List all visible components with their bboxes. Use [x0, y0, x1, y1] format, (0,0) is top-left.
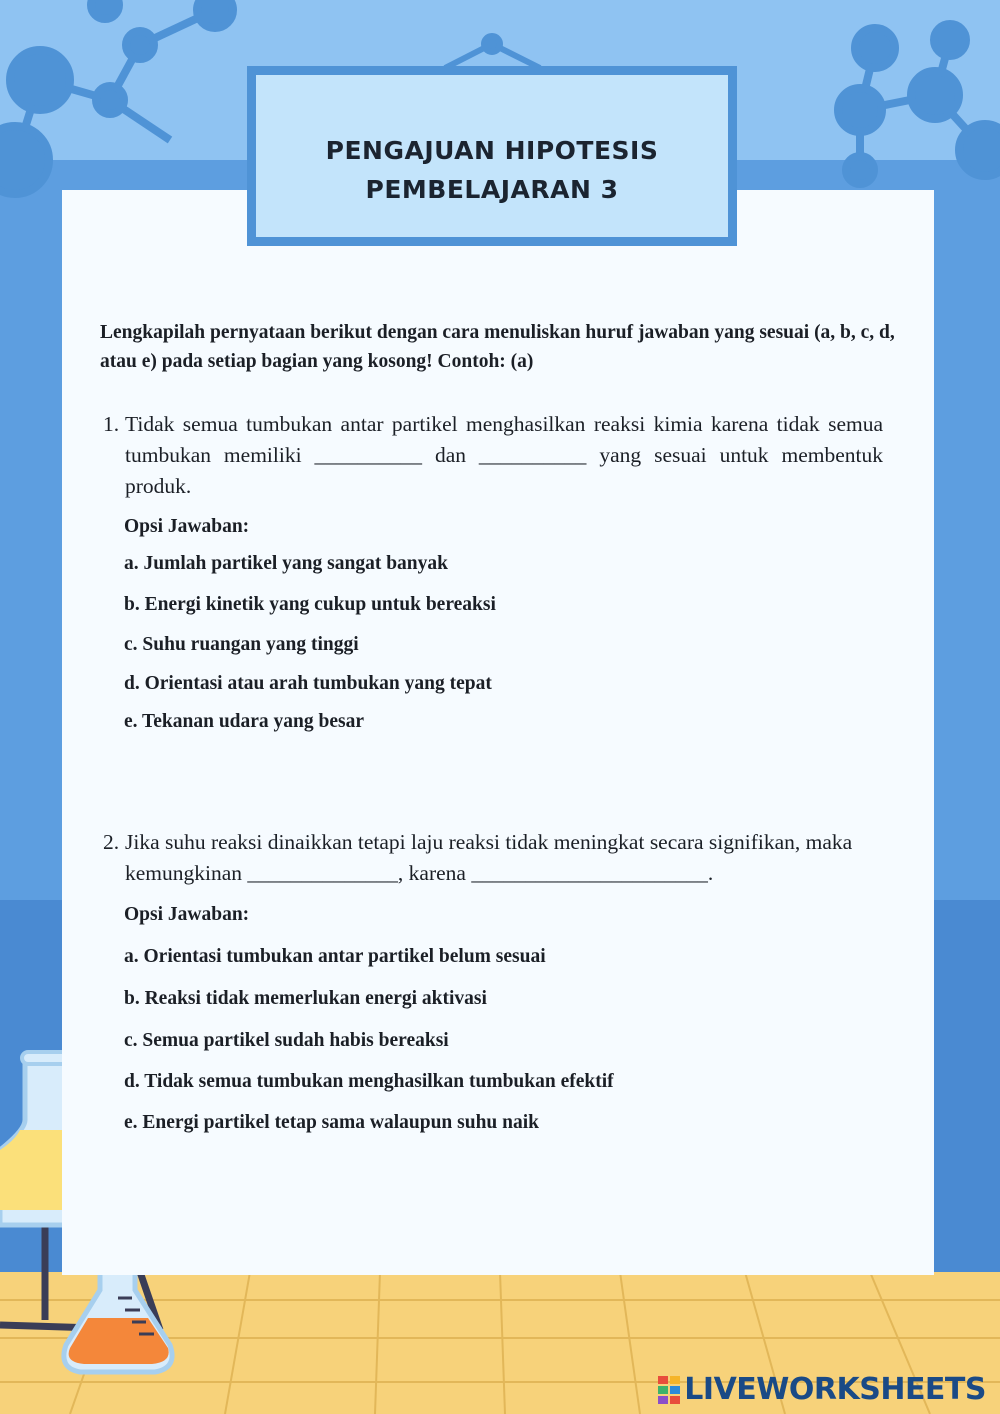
blank-field-2[interactable]: __________	[478, 443, 587, 467]
options-label: Opsi Jawaban:	[124, 904, 250, 925]
option-item: c. Semua partikel sudah habis bereaksi	[124, 1030, 449, 1051]
instruction-text: Lengkapilah pernyataan berikut dengan cara menuliskan huruf jawaban yang sesuai (a, b, c, d, atau e) pada setiap bagian yang kosong! Contoh: (a)	[100, 322, 895, 372]
liveworksheets-logo[interactable]	[658, 1372, 986, 1407]
question-text: , karena	[397, 861, 472, 885]
brand-text: LIVEWORKSHEETS	[684, 1372, 986, 1407]
question-number: 2.	[103, 830, 120, 854]
question-1	[103, 409, 883, 502]
option-item: b. Energi kinetik yang cukup untuk bereaksi	[124, 594, 496, 615]
blank-field-2[interactable]: ______________________	[471, 861, 708, 885]
option-item: d. Orientasi atau arah tumbukan yang tepat	[124, 673, 492, 694]
option-item: d. Tidak semua tumbukan menghasilkan tumbukan efektif	[124, 1071, 614, 1092]
options-label: Opsi Jawaban:	[124, 516, 250, 537]
question-number: 1.	[103, 412, 120, 436]
option-item: e. Tekanan udara yang besar	[124, 711, 365, 732]
option-item: e. Energi partikel tetap sama walaupun suhu naik	[124, 1112, 539, 1133]
option-item: a. Orientasi tumbukan antar partikel belum sesuai	[124, 946, 546, 967]
question-text: dan	[422, 443, 479, 467]
question-text: Jika suhu reaksi dinaikkan tetapi laju reaksi tidak meningkat secara signifikan, maka kemungkinan	[125, 830, 853, 885]
option-item: a. Jumlah partikel yang sangat banyak	[124, 553, 448, 574]
question-text: Tidak semua tumbukan antar partikel menghasilkan reaksi kimia karena tidak semua tumbukan memiliki	[125, 412, 883, 467]
title-line-2: PEMBELAJARAN 3	[365, 175, 619, 204]
option-item: c. Suhu ruangan yang tinggi	[124, 634, 359, 655]
blank-field-1[interactable]: __________	[314, 443, 422, 467]
question-text: .	[707, 861, 714, 885]
page-title	[256, 131, 728, 209]
title-sign	[247, 66, 737, 246]
question-text: yang sesuai untuk membentuk produk.	[125, 443, 883, 498]
option-item: b. Reaksi tidak memerlukan energi aktivasi	[124, 988, 487, 1009]
title-line-1: PENGAJUAN HIPOTESIS	[325, 136, 659, 165]
blank-field-1[interactable]: ______________	[247, 861, 398, 885]
question-2	[103, 827, 883, 889]
liveworksheets-mark-icon	[658, 1376, 680, 1404]
